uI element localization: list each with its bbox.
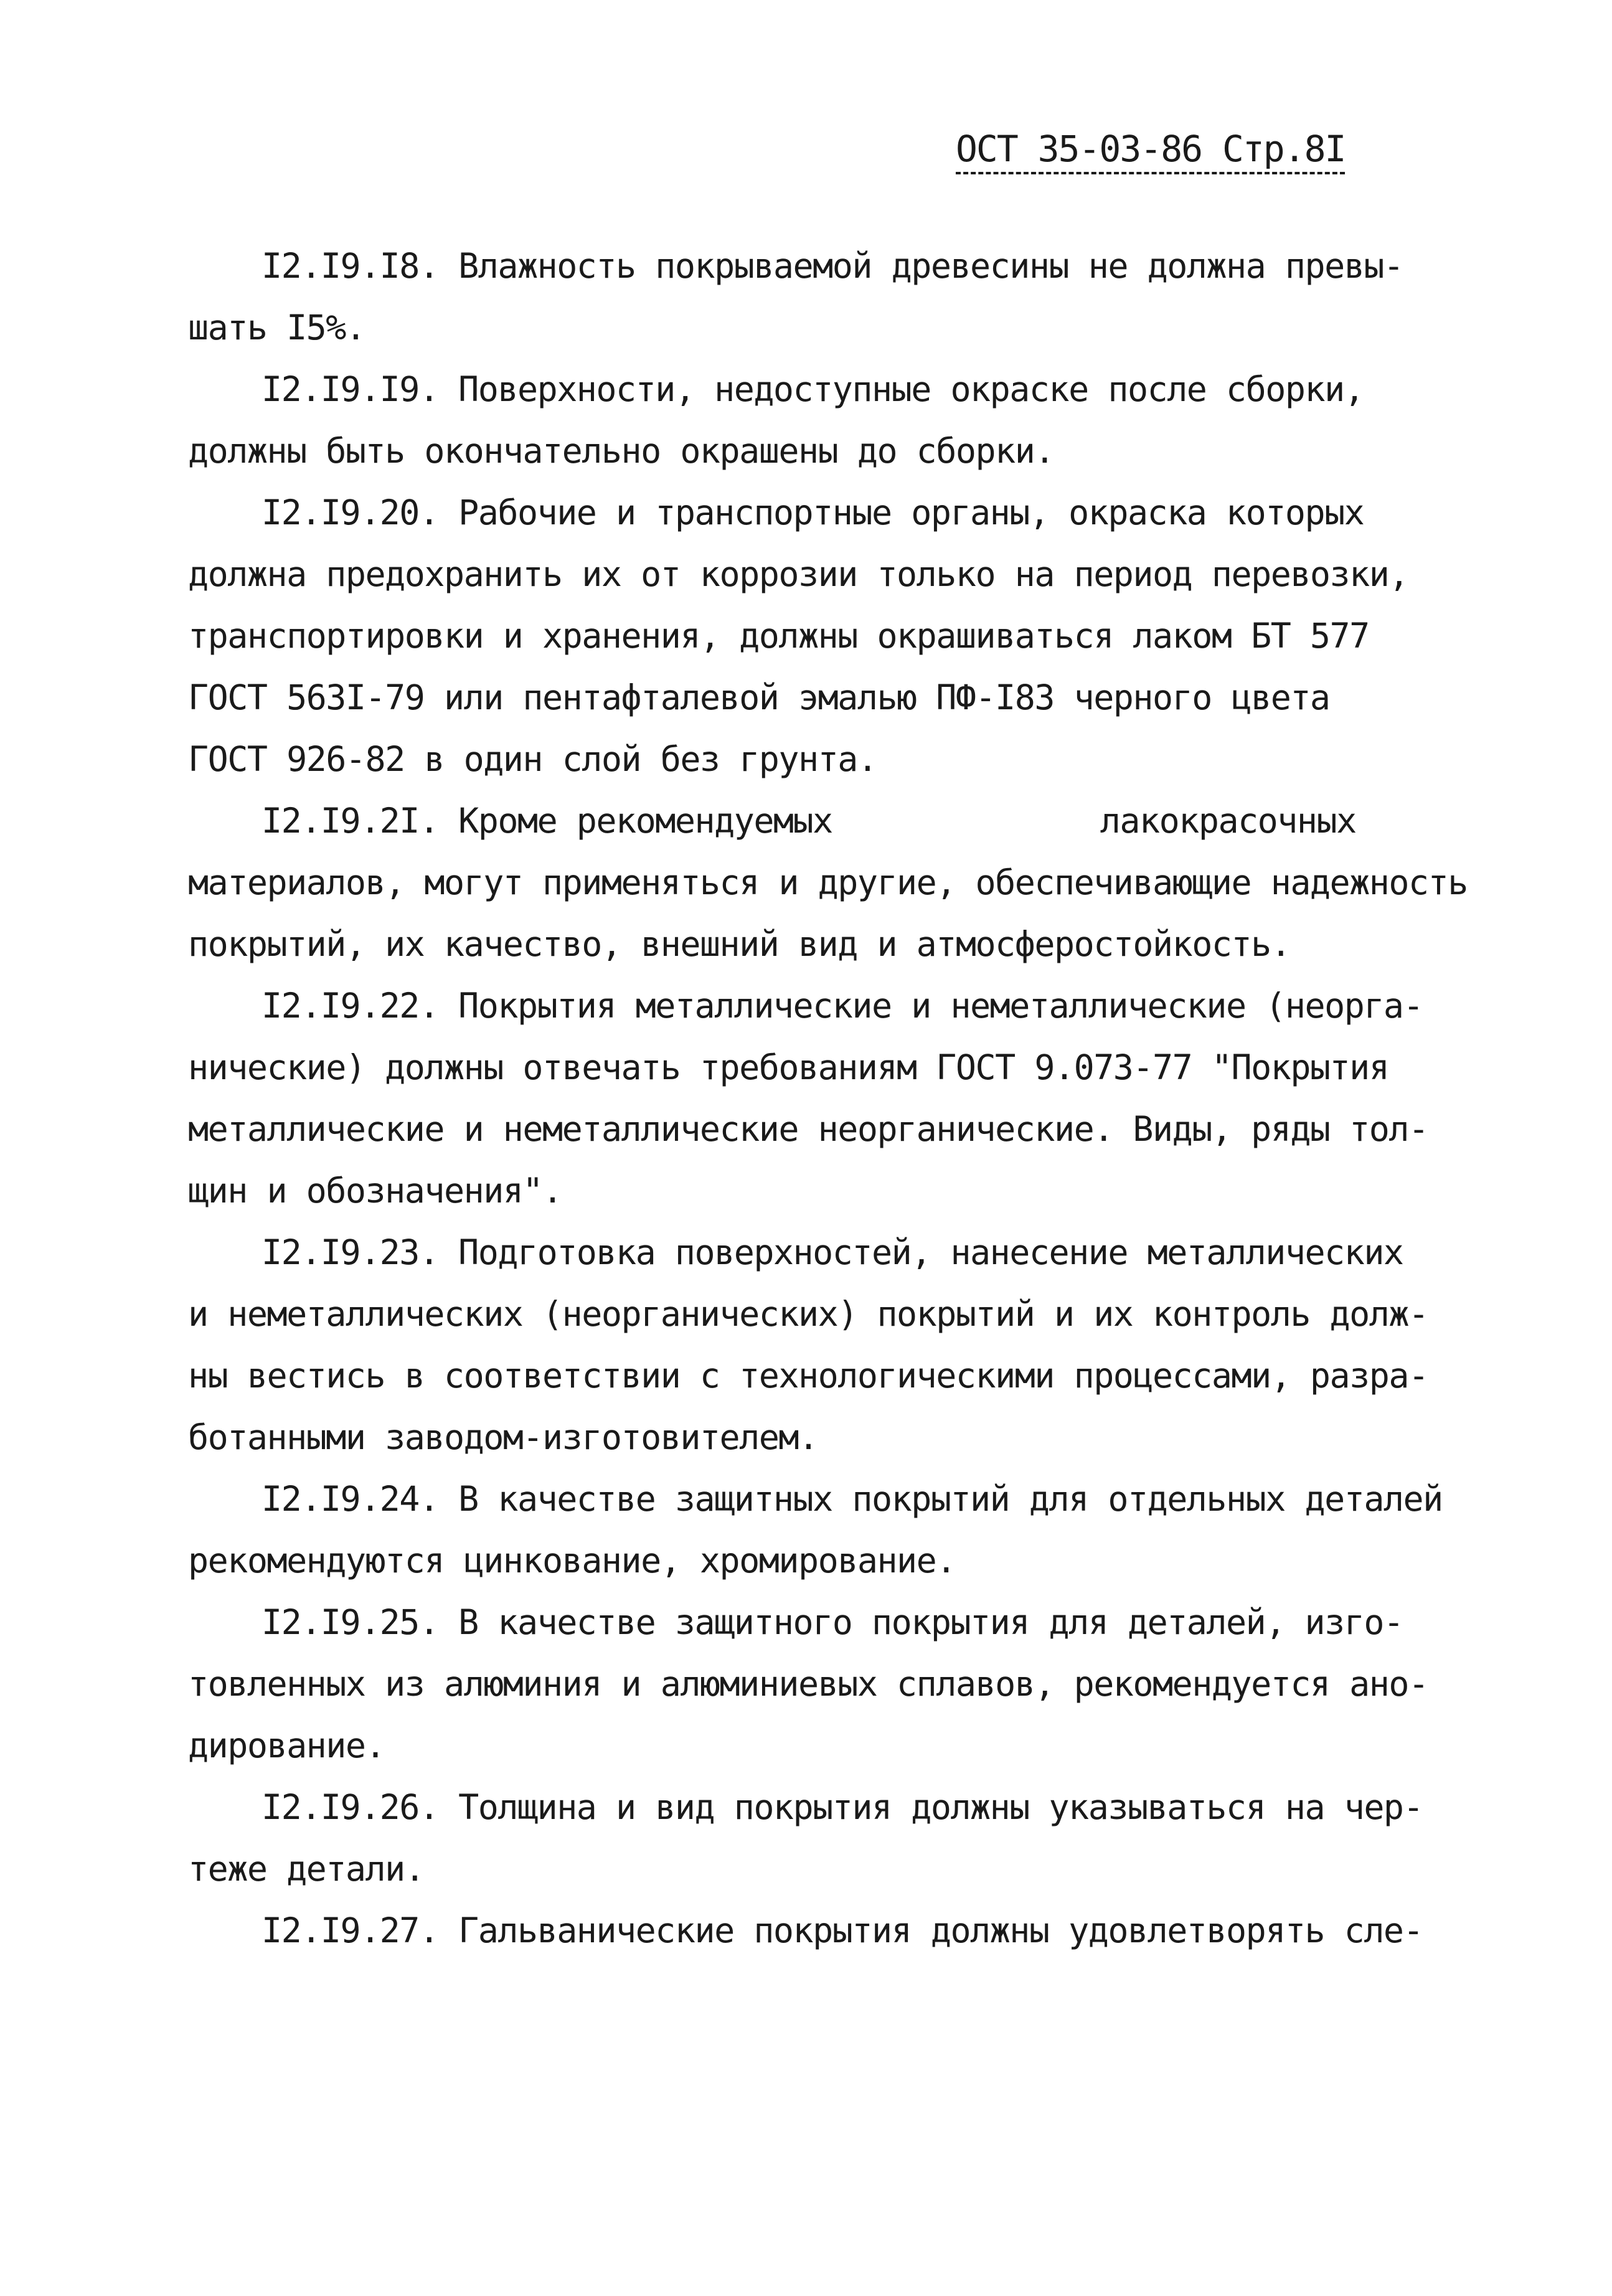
text-line: товленных из алюминия и алюминиевых сплавов, рекомендуется ано- xyxy=(188,1664,1428,1704)
page-header: ОСТ 35-03-86 Стр.8I xyxy=(956,131,1345,174)
text-line: нические) должны отвечать требованиям ГОСТ 9.073-77 "Покрытия xyxy=(188,1047,1389,1087)
text-line: I2.I9.26. Толщина и вид покрытия должны указываться на чер- xyxy=(262,1787,1423,1827)
text-line: ГОСТ 926-82 в один слой без грунта. xyxy=(188,739,877,779)
text-line: I2.I9.27. Гальванические покрытия должны удовлетворять сле- xyxy=(262,1911,1423,1950)
text-line: I2.I9.22. Покрытия металлические и неметаллические (неорга- xyxy=(262,986,1423,1026)
text-line: материалов, могут применяться и другие, обеспечивающие надежность xyxy=(188,862,1468,902)
text-line: ГОСТ 563I-79 или пентафталевой эмалью ПФ-I83 черного цвета xyxy=(188,678,1330,717)
text-line: транспортировки и хранения, должны окрашиваться лаком БТ 577 xyxy=(188,616,1369,656)
text-line: металлические и неметаллические неорганические. Виды, ряды тол- xyxy=(188,1109,1428,1149)
text-line: рекомендуются цинкование, хромирование. xyxy=(188,1541,956,1580)
text-line: дирование. xyxy=(188,1726,385,1765)
text-line: теже детали. xyxy=(188,1849,425,1889)
text-line: должны быть окончательно окрашены до сборки. xyxy=(188,431,1054,471)
text-line: I2.I9.20. Рабочие и транспортные органы, окраска которых xyxy=(262,493,1364,532)
text-line: должна предохранить их от коррозии только на период перевозки, xyxy=(188,554,1408,594)
text-line: ботанными заводом-изготовителем. xyxy=(188,1417,818,1457)
text-line: I2.I9.24. В качестве защитных покрытий для отдельных деталей xyxy=(262,1479,1443,1519)
text-line: шать I5%. xyxy=(188,308,365,347)
text-line: и неметаллических (неорганических) покрытий и их контроль долж- xyxy=(188,1294,1428,1334)
text-line: I2.I9.2I. Кроме рекомендуемых лакокрасочных xyxy=(262,801,1356,841)
text-line: щин и обозначения". xyxy=(188,1171,562,1211)
document-body xyxy=(188,235,1468,1962)
text-line: ны вестись в соответствии с технологическими процессами, разра- xyxy=(188,1356,1428,1396)
text-line: покрытий, их качество, внешний вид и атмосферостойкость. xyxy=(188,924,1291,964)
text-line: I2.I9.25. В качестве защитного покрытия для деталей, изго- xyxy=(262,1602,1403,1642)
text-line: I2.I9.23. Подготовка поверхностей, нанесение металлических xyxy=(262,1232,1403,1272)
text-line: I2.I9.I8. Влажность покрываемой древесины не должна превы- xyxy=(262,246,1403,286)
text-line: I2.I9.I9. Поверхности, недоступные окраске после сборки, xyxy=(262,369,1364,409)
